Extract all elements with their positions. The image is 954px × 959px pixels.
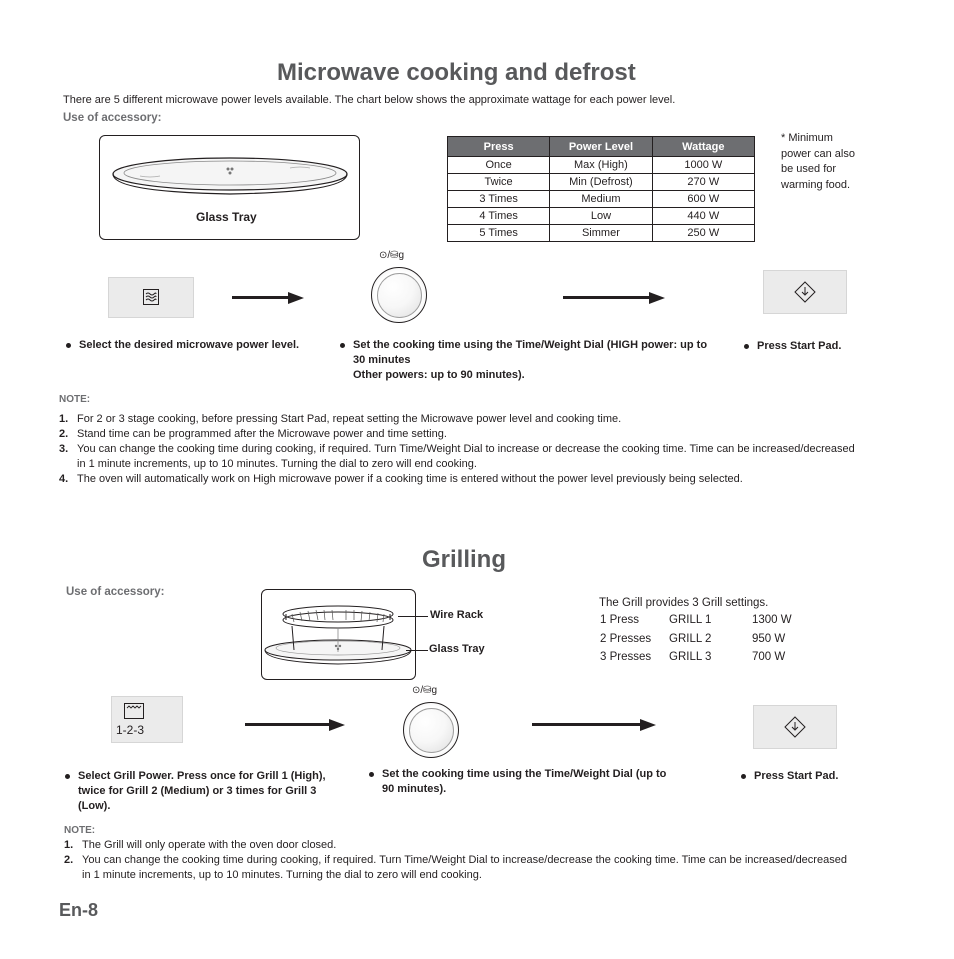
grilling-accessory-label: Use of accessory:: [66, 586, 165, 598]
grill-setting-wattage: 1300 W: [752, 614, 792, 626]
arrow-line: [532, 723, 642, 726]
footnote-line: * Minimum: [781, 132, 833, 144]
table-cell: 250 W: [652, 225, 754, 242]
table-cell: 440 W: [652, 208, 754, 225]
microwave-step-2: [339, 338, 713, 383]
note-item: [59, 427, 859, 442]
microwave-notes-list: [59, 412, 859, 487]
table-cell: 270 W: [652, 174, 754, 191]
grilling-note-label: NOTE:: [64, 825, 96, 836]
start-diamond-icon: [784, 716, 806, 738]
table-row: [448, 208, 755, 225]
arrow-line: [563, 296, 651, 299]
grill-setting-name: GRILL 1: [669, 614, 712, 626]
glass-tray-leader-line: [406, 650, 428, 651]
note-number: 1.: [59, 413, 69, 425]
note-text: You can change the cooking time during cooking, if required. Turn Time/Weight Dial to increase/decrease the cooking time. Time can be increased/decreased in 1 minute increments, up to 10 minutes. Turning the dial to zero will end cooking.: [82, 854, 847, 881]
timer-weight-label: ⊙/⛁g: [379, 250, 405, 261]
table-row: [448, 174, 755, 191]
arrow-line: [245, 723, 331, 726]
table-cell: Medium: [550, 191, 652, 208]
arrow-right-icon: [288, 292, 304, 304]
timer-weight-label: ⊙/⛁g: [412, 685, 438, 696]
table-cell: Twice: [448, 174, 550, 191]
glass-tray-icon: [100, 146, 359, 216]
microwave-step-1: Select the desired microwave power level.: [65, 338, 319, 353]
grill-setting-wattage: 950 W: [752, 633, 786, 645]
grilling-section-title: Grilling: [422, 546, 506, 573]
table-header-power-level: Power Level: [550, 137, 652, 157]
grill-setting-press: 2 Presses: [600, 633, 652, 645]
table-cell: Low: [550, 208, 652, 225]
table-header-press: Press: [448, 137, 550, 157]
wire-rack-leader-line: [398, 616, 428, 617]
table-cell: 4 Times: [448, 208, 550, 225]
table-cell: Max (High): [550, 157, 652, 174]
grill-setting-wattage: 700 W: [752, 651, 786, 663]
microwave-step-3: Press Start Pad.: [743, 339, 897, 354]
grilling-notes-list: [64, 838, 864, 883]
table-cell: Min (Defrost): [550, 174, 652, 191]
grill-setting-name: GRILL 2: [669, 633, 712, 645]
start-pad[interactable]: [763, 270, 847, 314]
note-item: [59, 472, 859, 487]
dial-knob: [377, 273, 422, 318]
note-item: [59, 412, 859, 427]
start-pad[interactable]: [753, 705, 837, 749]
table-row: [448, 225, 755, 242]
microwave-intro: There are 5 different microwave power levels available. The chart below shows the approximate wattage for each power level.: [63, 94, 676, 106]
note-item: [64, 838, 864, 853]
note-number: 4.: [59, 473, 69, 485]
note-item: [59, 442, 859, 472]
table-header-row: [448, 137, 755, 157]
microwave-section-title: Microwave cooking and defrost: [277, 59, 636, 86]
microwave-waves-icon: [143, 289, 159, 305]
table-header-wattage: Wattage: [652, 137, 754, 157]
microwave-power-pad[interactable]: [108, 277, 194, 318]
note-text: You can change the cooking time during cooking, if required. Turn Time/Weight Dial to increase or decrease the cooking time. Time can be increased/decreased in 1 minute increments, up to 10 minutes. Turning the dial to zero will end cooking.: [77, 443, 855, 470]
footnote-line: warming food.: [781, 178, 851, 191]
note-text: Stand time can be programmed after the Microwave power and time setting.: [77, 428, 447, 440]
dial-knob: [409, 708, 454, 753]
arrow-right-icon: [640, 719, 656, 731]
table-cell: Simmer: [550, 225, 652, 242]
time-weight-dial[interactable]: [403, 702, 459, 758]
footnote-line: power can also: [781, 147, 855, 160]
table-cell: 600 W: [652, 191, 754, 208]
grilling-step-2: Set the cooking time using the Time/Weight Dial (up to 90 minutes).: [368, 767, 672, 797]
note-number: 2.: [64, 854, 74, 866]
arrow-right-icon: [329, 719, 345, 731]
grill-power-pad[interactable]: [111, 696, 183, 743]
step-line: Other powers: up to 90 minutes).: [353, 369, 525, 381]
minimum-power-footnote: [781, 131, 855, 193]
grill-setting-name: GRILL 3: [669, 651, 712, 663]
page-number: En-8: [59, 900, 99, 920]
grill-pad-label: 1-2-3: [116, 723, 145, 737]
arrow-line: [232, 296, 290, 299]
note-text: The Grill will only operate with the oven door closed.: [82, 839, 337, 851]
wire-rack-icon: [262, 590, 415, 679]
table-row: [448, 157, 755, 174]
grilling-step-1: Select Grill Power. Press once for Grill 1 (High), twice for Grill 2 (Medium) or 3 times for Grill 3 (Low).: [64, 769, 348, 814]
glass-tray-label: Glass Tray: [429, 643, 485, 655]
glass-tray-illustration-box: [99, 135, 360, 240]
table-cell: Once: [448, 157, 550, 174]
arrow-right-icon: [649, 292, 665, 304]
glass-tray-label: Glass Tray: [196, 210, 257, 224]
grill-icon: [124, 703, 144, 719]
grill-setting-press: 3 Presses: [600, 651, 652, 663]
grilling-step-3: Press Start Pad.: [740, 769, 894, 784]
start-diamond-icon: [794, 281, 816, 303]
footnote-line: be used for: [781, 163, 837, 175]
table-cell: 3 Times: [448, 191, 550, 208]
note-text: For 2 or 3 stage cooking, before pressing Start Pad, repeat setting the Microwave power level and cooking time.: [77, 413, 622, 425]
time-weight-dial[interactable]: [371, 267, 427, 323]
grill-settings-intro: The Grill provides 3 Grill settings.: [599, 597, 769, 609]
note-number: 2.: [59, 428, 69, 440]
table-cell: 1000 W: [652, 157, 754, 174]
note-number: 3.: [59, 443, 69, 455]
table-cell: 5 Times: [448, 225, 550, 242]
wire-rack-illustration-box: [261, 589, 416, 680]
table-row: [448, 191, 755, 208]
microwave-accessory-label: Use of accessory:: [63, 112, 162, 124]
note-item: [64, 853, 850, 883]
note-text: The oven will automatically work on High microwave power if a cooking time is entered without the power level previously being selected.: [77, 473, 743, 485]
grill-setting-press: 1 Press: [600, 614, 639, 626]
step-line: Set the cooking time using the Time/Weight Dial (HIGH power: up to 30 minutes: [353, 339, 708, 366]
wire-rack-label: Wire Rack: [430, 609, 484, 621]
power-level-table: [447, 136, 755, 242]
microwave-note-label: NOTE:: [59, 394, 91, 405]
note-number: 1.: [64, 839, 74, 851]
